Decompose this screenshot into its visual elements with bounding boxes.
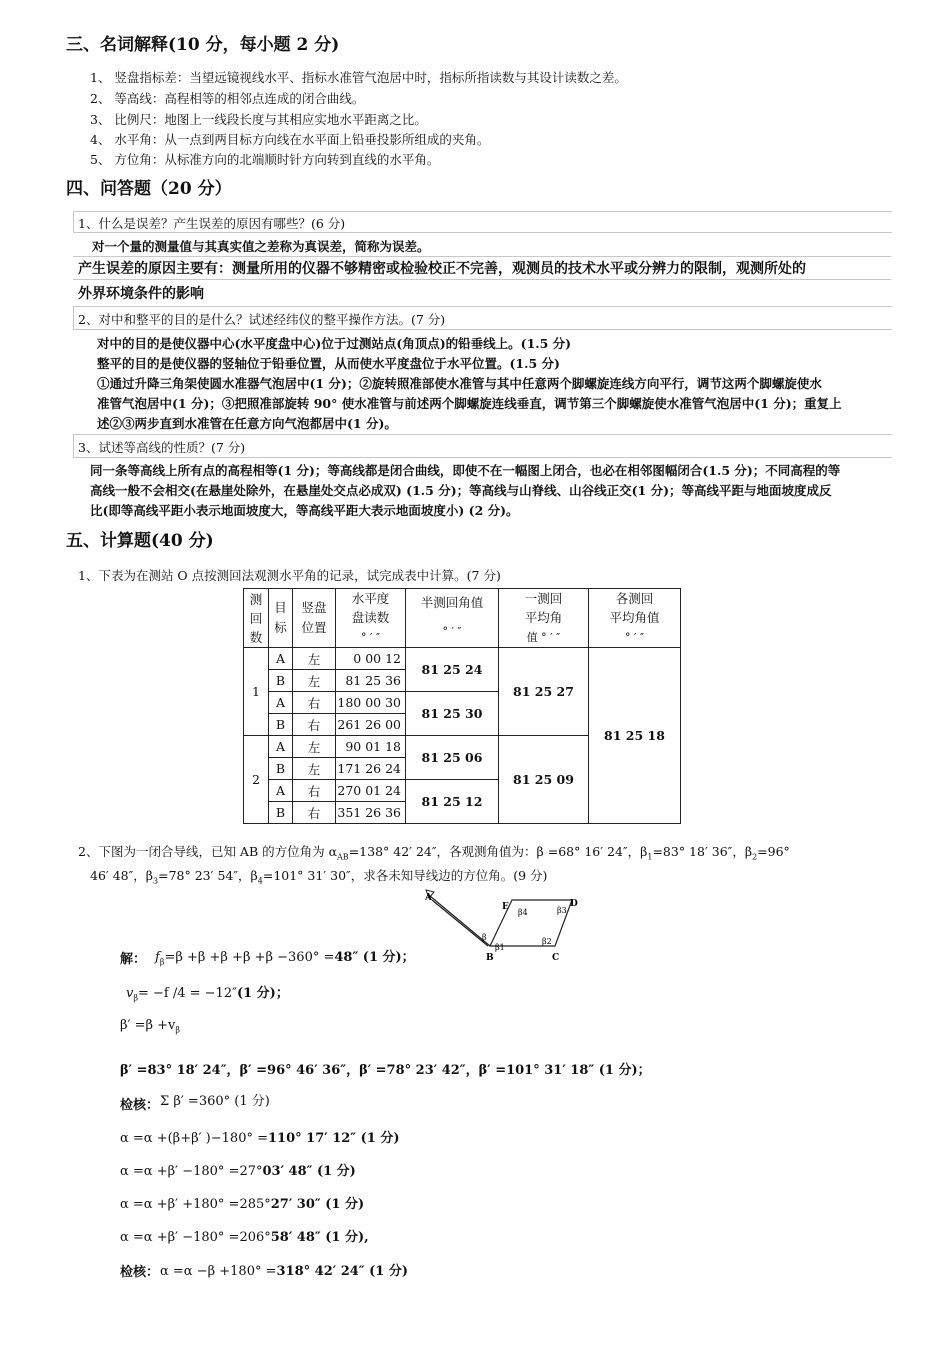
header-round: 测 回 数 xyxy=(244,589,269,648)
calc-question-1: 1、下表为在测站 O 点按测回法观测水平角的记录，试完成表中计算。(7 分) xyxy=(78,568,501,583)
closure-formula: $f_\beta=\beta +\beta +\beta +\beta +\beta -360^\circ =48''$ (1 分)； xyxy=(155,950,415,967)
round-cell: 2 xyxy=(244,736,269,824)
answer-1-line-2: 产生误差的原因主要有：测量所用的仪器不够精密或检验校正不完善，观测员的技术水平或分辨力的限制，观测所处的 xyxy=(78,261,806,277)
header-half-round: 半测回角值 ° ′ ″ xyxy=(406,589,499,648)
half-round-cell: 81 25 06 xyxy=(406,736,499,780)
reading-cell: 180 00 30 xyxy=(336,692,406,714)
table-header-row xyxy=(244,589,681,648)
target-cell: A xyxy=(269,780,293,802)
header-average: 各测回 平均角值 ° ′ ″ xyxy=(589,589,681,648)
face-cell: 左 xyxy=(293,758,336,780)
point-b-label: B xyxy=(486,953,494,963)
half-round-cell: 81 25 12 xyxy=(406,780,499,824)
check-2-label: 检核： xyxy=(120,1265,160,1280)
angle-beta4-label: β4 xyxy=(518,908,528,917)
reading-cell: 81 25 36 xyxy=(336,670,406,692)
azimuth-de-formula: α =α +β′ +180° =285°27′ 30″ (1 分) xyxy=(120,1197,365,1212)
angle-beta1-label: β1 xyxy=(495,943,505,952)
half-round-cell: 81 25 24 xyxy=(406,648,499,692)
target-cell: B xyxy=(269,802,293,824)
answer-2-line-1: 对中的目的是使仪器中心(水平度盘中心)位于过测站点(角顶点)的铅垂线上。(1.5 分) xyxy=(97,336,572,351)
header-target: 目 标 xyxy=(269,589,293,648)
corrected-angle-values: β′ =83° 18′ 24″，β′ =96° 46′ 36″，β′ =78° 23′ 42″，β′ =101° 31′ 18″ (1 分)； xyxy=(120,1063,651,1078)
header-face: 竖盘 位置 xyxy=(293,589,336,648)
face-cell: 右 xyxy=(293,780,336,802)
solution-label: 解： xyxy=(120,952,147,967)
answer-3-line-3: 比(即等高线平距小表示地面坡度大，等高线平距大表示地面坡度小) (2 分)。 xyxy=(90,503,519,518)
face-cell: 右 xyxy=(293,714,336,736)
answer-2-line-4: 准管气泡居中(1 分)；③把照准部旋转 90° 使水准管与前述两个脚螺旋连线垂直，调节第三个脚螺旋使水准管气泡居中(1 分)；重复上 xyxy=(97,396,842,411)
closed-traverse-diagram xyxy=(420,888,590,968)
point-e-label: E xyxy=(502,902,509,912)
answer-2-line-5: 述②③两步直到水准管在任意方向气泡都居中(1 分)。 xyxy=(97,416,397,431)
target-cell: A xyxy=(269,648,293,670)
reading-cell: 270 01 24 xyxy=(336,780,406,802)
face-cell: 左 xyxy=(293,648,336,670)
half-round-cell: 81 25 30 xyxy=(406,692,499,736)
definition-item-1: 1、 竖盘指标差：当望远镜视线水平、指标水准管气泡居中时，指标所指读数与其设计读数之差。 xyxy=(90,70,627,85)
target-cell: A xyxy=(269,736,293,758)
one-round-cell: 81 25 27 xyxy=(499,648,589,736)
point-d-label: D xyxy=(570,899,578,909)
one-round-cell: 81 25 09 xyxy=(499,736,589,824)
answer-2-line-2: 整平的目的是使仪器的竖轴位于铅垂位置，从而使水平度盘位于水平位置。(1.5 分) xyxy=(97,356,560,371)
answer-3-line-2: 高线一般不会相交(在悬崖处除外，在悬崖处交点必成双) (1.5 分)；等高线与山脊线、山谷线正交(1 分)；等高线平距与地面坡度成反 xyxy=(90,483,832,498)
reading-cell: 90 01 18 xyxy=(336,736,406,758)
table-row xyxy=(244,648,681,670)
angle-beta-label: β xyxy=(482,933,487,942)
check-1-label: 检核： xyxy=(120,1098,160,1113)
average-cell: 81 25 18 xyxy=(589,648,681,824)
check-1-formula: Σ β′ =360° (1 分) xyxy=(160,1094,270,1109)
face-cell: 左 xyxy=(293,736,336,758)
face-cell: 右 xyxy=(293,692,336,714)
point-c-label: C xyxy=(552,953,560,963)
point-a-label: A xyxy=(425,893,432,903)
corrected-angle-formula: $\beta' =\beta +v_\beta$ xyxy=(120,1018,181,1035)
round-cell: 1 xyxy=(244,648,269,736)
check-2-formula: α =α −β +180° =318° 42′ 24″ (1 分) xyxy=(160,1264,409,1279)
target-cell: A xyxy=(269,692,293,714)
answer-1-line-1: 对一个量的测量值与其真实值之差称为真误差，简称为误差。 xyxy=(92,239,430,254)
section4-title: 四、问答题（20 分） xyxy=(66,179,232,199)
header-one-round: 一测回 平均角 值 ° ′ ″ xyxy=(499,589,589,648)
definition-item-4: 4、 水平角：从一点到两目标方向线在水平面上铅垂投影所组成的夹角。 xyxy=(90,132,490,147)
face-cell: 左 xyxy=(293,670,336,692)
header-reading: 水平度 盘读数 ° ′ ″ xyxy=(336,589,406,648)
azimuth-bc-formula: α =α +(β+β′ )−180° =110° 17′ 12″ (1 分) xyxy=(120,1131,400,1146)
question-1-text: 1、什么是误差？产生误差的原因有哪些？(6 分) xyxy=(78,216,346,231)
question-2-text: 2、对中和整平的目的是什么？试述经纬仪的整平操作方法。(7 分) xyxy=(78,312,446,327)
face-cell: 右 xyxy=(293,802,336,824)
observation-table xyxy=(243,588,681,824)
definition-item-2: 2、 等高线：高程相等的相邻点连成的闭合曲线。 xyxy=(90,91,365,106)
target-cell: B xyxy=(269,758,293,780)
reading-cell: 0 00 12 xyxy=(336,648,406,670)
section5-title: 五、计算题(40 分) xyxy=(66,531,214,551)
azimuth-eb-formula: α =α +β′ −180° =206°58′ 48″ (1 分), xyxy=(120,1230,369,1245)
reading-cell: 351 26 36 xyxy=(336,802,406,824)
angle-beta3-label: β3 xyxy=(557,906,567,915)
answer-1-line-3: 外界环境条件的影响 xyxy=(78,286,204,302)
definition-item-3: 3、 比例尺：地图上一线段长度与其相应实地水平距离之比。 xyxy=(90,112,427,127)
reading-cell: 171 26 24 xyxy=(336,758,406,780)
reading-cell: 261 26 00 xyxy=(336,714,406,736)
correction-formula: $v_\beta= -f$ /4 = −12″(1 分)； xyxy=(126,986,289,1003)
divider xyxy=(73,279,891,280)
target-cell: B xyxy=(269,670,293,692)
section3-title: 三、名词解释(10 分，每小题 2 分) xyxy=(66,35,340,55)
calc-question-2-line-2: 46′ 48″，$\beta_3=78^\circ$ 23′ 54″，$\beta_4=101^\circ$ 31′ 30″，求各未知导线边的方位角。(9 分) xyxy=(90,868,548,886)
divider xyxy=(73,256,891,257)
answer-2-line-3: ①通过升降三角架使圆水准器气泡居中(1 分)；②旋转照准部使水准管与其中任意两个脚螺旋连线方向平行，调节这两个脚螺旋使水 xyxy=(97,376,822,391)
target-cell: B xyxy=(269,714,293,736)
question-3-text: 3、试述等高线的性质？(7 分) xyxy=(78,440,246,455)
azimuth-cd-formula: α =α +β′ −180° =27°03′ 48″ (1 分) xyxy=(120,1164,356,1179)
definition-item-5: 5、 方位角：从标准方向的北端顺时针方向转到直线的水平角。 xyxy=(90,152,440,167)
calc-question-2-line-1: 2、下图为一闭合导线，已知 AB 的方位角为 $\alpha_{AB}=138^\circ$ 42′ 24″，各观测角值为：β =68° 16′ 24″，$\beta_1=83^\circ$ 18′ 36″，$\beta_2=96^\circ$ xyxy=(78,844,790,862)
angle-beta2-label: β2 xyxy=(542,937,552,946)
answer-3-line-1: 同一条等高线上所有点的高程相等(1 分)；等高线都是闭合曲线，即使不在一幅图上闭合，也必在相邻图幅闭合(1.5 分)；不同高程的等 xyxy=(90,463,841,478)
